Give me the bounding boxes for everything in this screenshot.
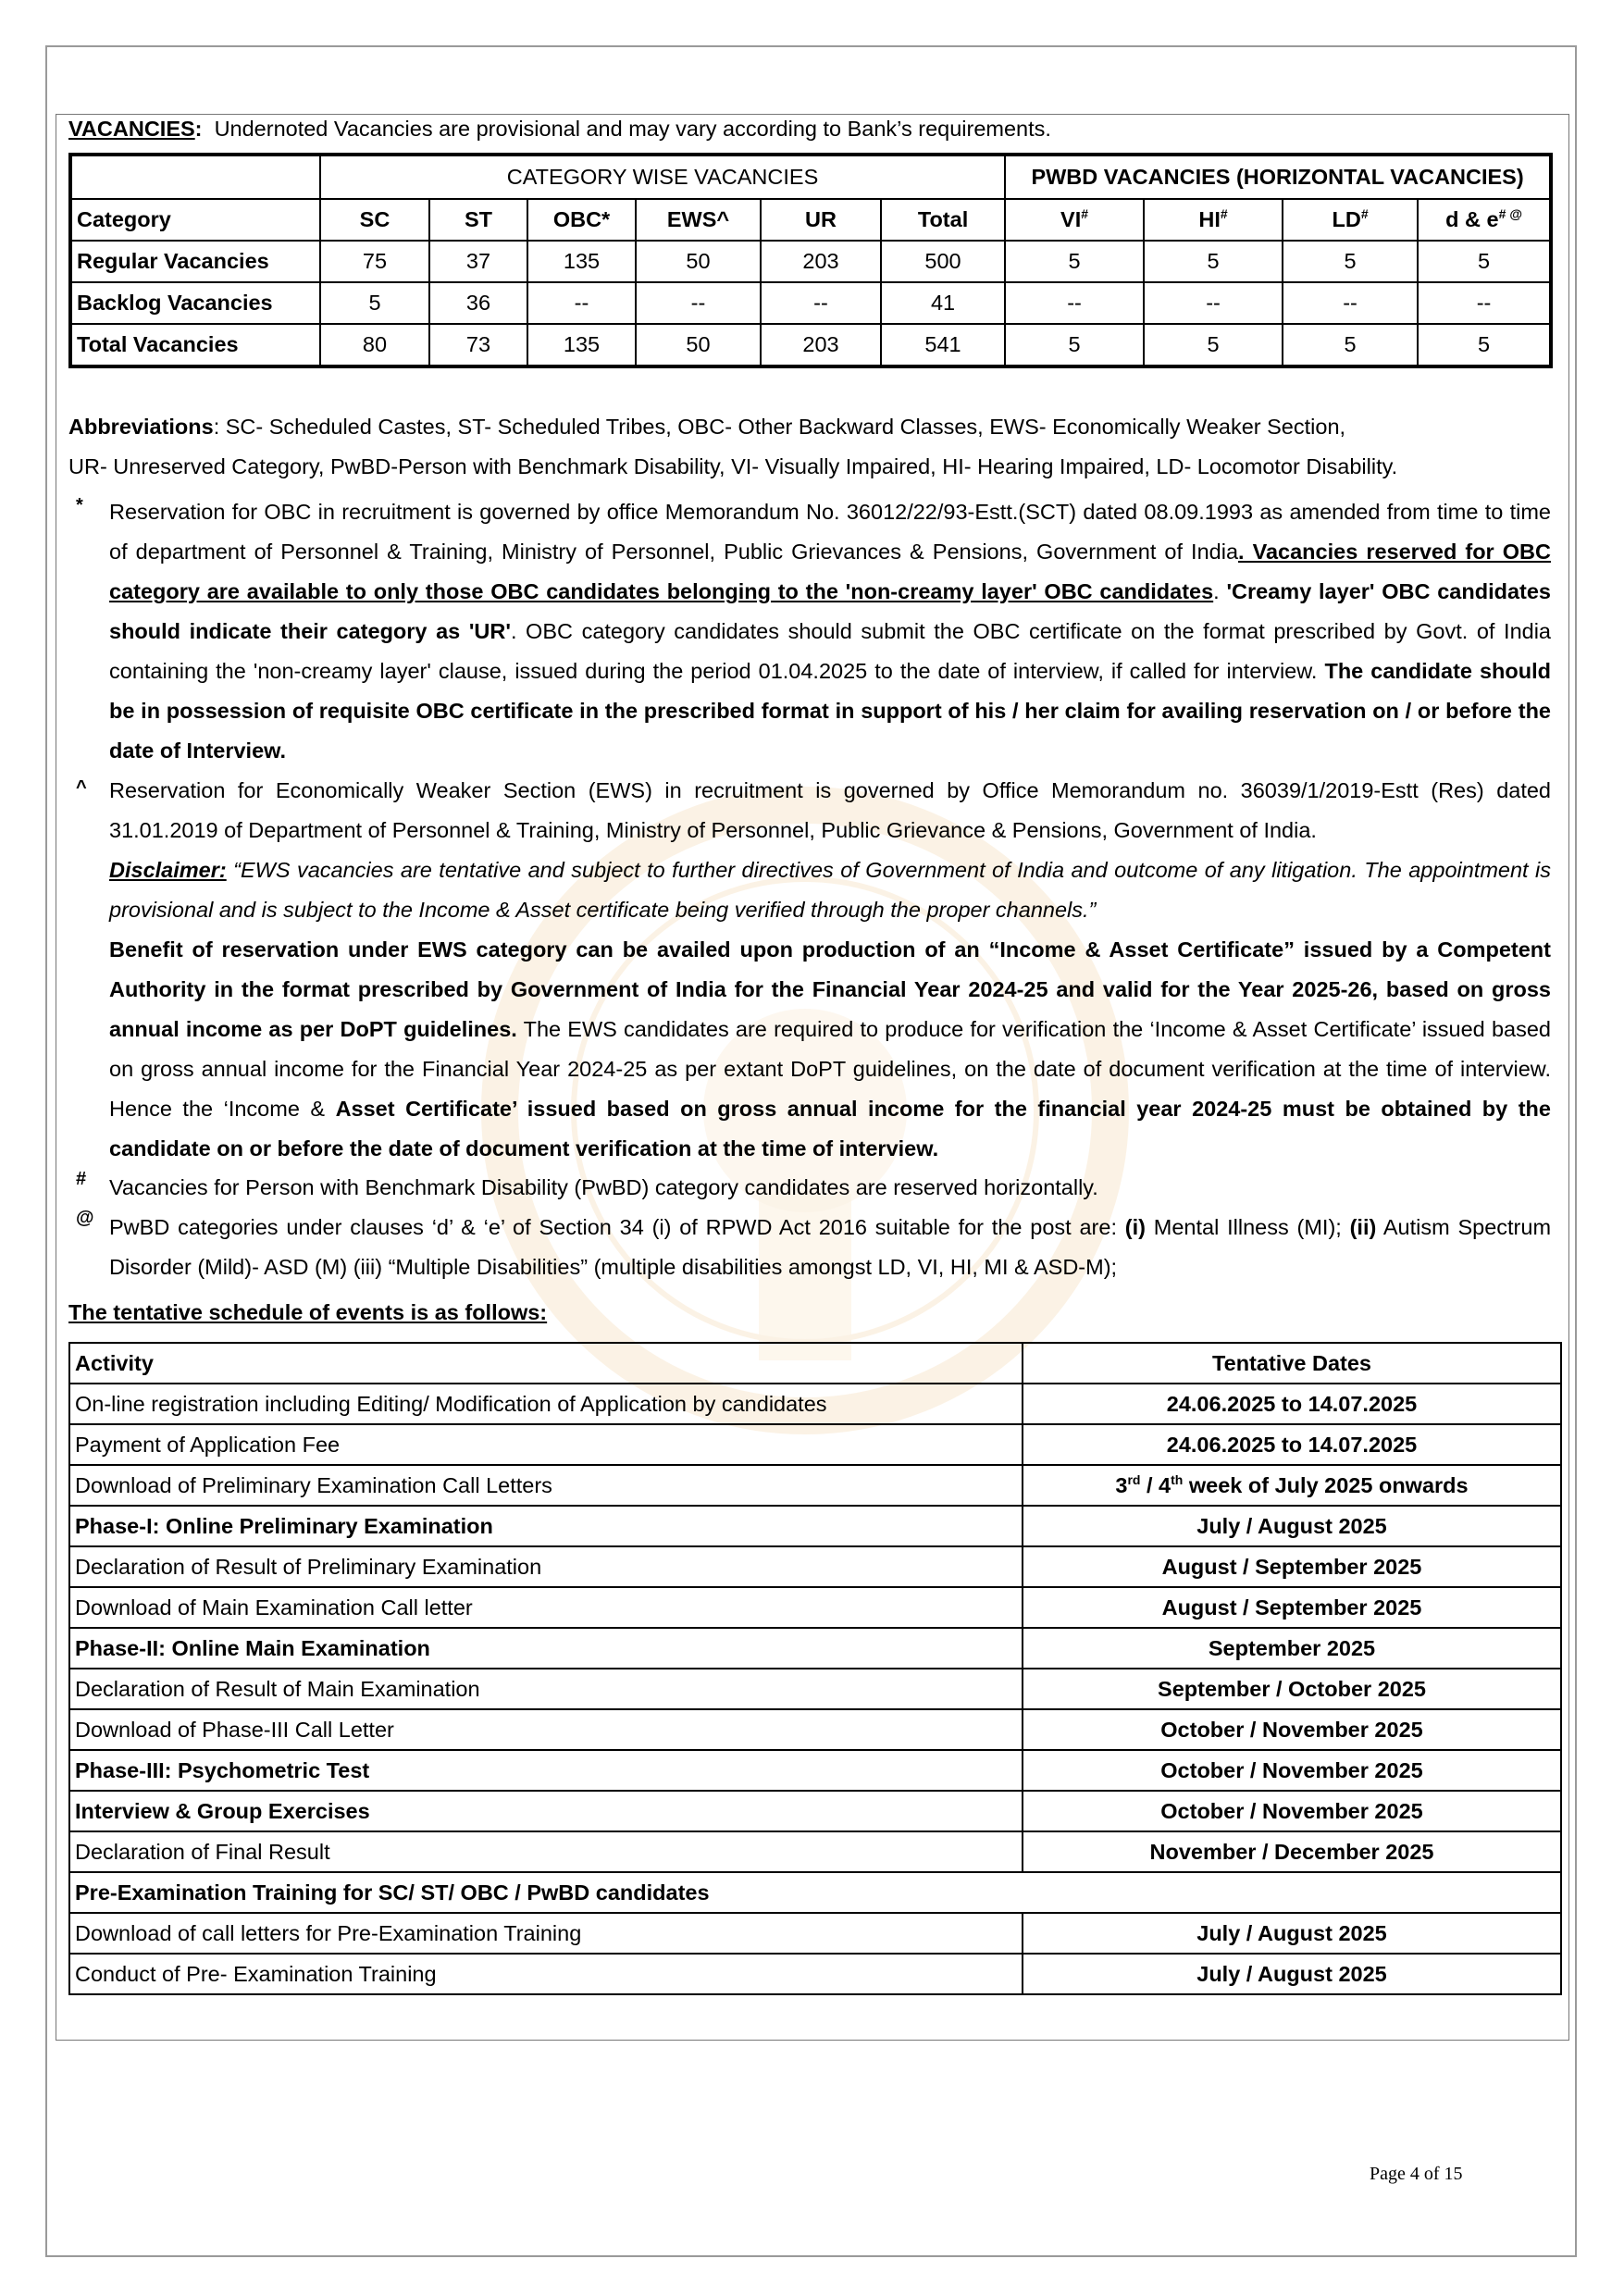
cell: 50 (636, 324, 761, 366)
date-cell: 3rd / 4th week of July 2025 onwards (1023, 1465, 1561, 1506)
cell: 135 (527, 324, 636, 366)
table-row (69, 1546, 1561, 1587)
date-cell: July / August 2025 (1023, 1506, 1561, 1546)
de-note (109, 1208, 1551, 1287)
col-ur: UR (761, 199, 881, 241)
de-note-text-2: Mental Illness (MI); (1145, 1215, 1350, 1239)
col-total: Total (881, 199, 1005, 241)
table-row (69, 1831, 1561, 1872)
obc-note-creamy: 'Creamy layer' OBC candidates should indicate their category as 'UR' (109, 579, 1551, 643)
cell: -- (761, 282, 881, 324)
vacancies-intro-text: Undernoted Vacancies are provisional and may vary according to Bank’s requirements. (214, 117, 1051, 141)
table-row (69, 1913, 1561, 1954)
cell: 5 (1418, 324, 1551, 366)
abbreviations-line1: : SC- Scheduled Castes, ST- Scheduled Tribes, OBC- Other Backward Classes, EWS- Economically Weaker Section, (213, 415, 1346, 439)
activity-cell: Phase-III: Psychometric Test (69, 1750, 1023, 1791)
cell: 135 (527, 241, 636, 282)
cell: -- (636, 282, 761, 324)
schedule-table (68, 1342, 1562, 1995)
date-cell: September / October 2025 (1023, 1669, 1561, 1709)
cell: -- (527, 282, 636, 324)
col-activity: Activity (69, 1343, 1023, 1384)
ews-verification-text: The EWS candidates are required to produce for verification the ‘Income & Asset Certificate’ issued based on gross annual income for the Financial Year 2024-25 as per extant DoPT guidelines, on the date of document verification at the time of interview. Hence the ‘Income & (109, 1017, 1551, 1121)
cell: 80 (320, 324, 429, 366)
cell: 75 (320, 241, 429, 282)
activity-cell: Phase-II: Online Main Examination (69, 1628, 1023, 1669)
table-row (69, 1872, 1561, 1913)
activity-cell: Download of call letters for Pre-Examination Training (69, 1913, 1023, 1954)
col-hi: HI# (1144, 199, 1283, 241)
cell: 5 (1005, 241, 1144, 282)
ews-certificate-text: Asset Certificate’ issued based on gross annual income for the financial year 2024-25 must be obtained by the candidate on or before the date of document verification at the time of interview. (109, 1097, 1551, 1160)
col-dates: Tentative Dates (1023, 1343, 1561, 1384)
date-cell: 24.06.2025 to 14.07.2025 (1023, 1424, 1561, 1465)
vacancies-heading: VACANCIES (68, 117, 195, 141)
cell: 5 (1283, 324, 1418, 366)
cell: -- (1283, 282, 1418, 324)
col-ews: EWS^ (636, 199, 761, 241)
table-row (69, 1791, 1561, 1831)
date-cell: November / December 2025 (1023, 1831, 1561, 1872)
activity-cell: Download of Phase-III Call Letter (69, 1709, 1023, 1750)
obc-note-text-1: Reservation for OBC in recruitment is governed by office Memorandum No. 36012/22/93-Estt.(SCT) dated 08.09.1993 as amended from time to time of department of Personnel & Training, Ministry of Personnel, Public Grievances & Pensions, Government of India (109, 500, 1551, 564)
activity-cell: Download of Preliminary Examination Call Letters (69, 1465, 1023, 1506)
table-row (69, 1954, 1561, 1994)
activity-cell: Declaration of Final Result (69, 1831, 1023, 1872)
table-row (69, 1628, 1561, 1669)
col-obc: OBC* (527, 199, 636, 241)
schedule-heading: The tentative schedule of events is as follows: (68, 1300, 548, 1324)
obc-note-possession: The candidate should be in possession of requisite OBC certificate in the prescribed format in support of his / her claim for availing reservation on / or before the date of Interview. (109, 659, 1551, 763)
activity-cell: Pre-Examination Training for SC/ ST/ OBC / PwBD candidates (69, 1872, 1561, 1913)
table-row (69, 1424, 1561, 1465)
date-cell: October / November 2025 (1023, 1750, 1561, 1791)
cell: 50 (636, 241, 761, 282)
activity-cell: On-line registration including Editing/ Modification of Application by candidates (69, 1384, 1023, 1424)
col-category: Category (70, 199, 320, 241)
cell: 5 (1283, 241, 1418, 282)
row-label: Backlog Vacancies (70, 282, 320, 324)
disclaimer-text: “EWS vacancies are tentative and subject to further directives of Government of India and outcome of any litigation. The appointment is provisional and is subject to the Income & Asset certificate being verified through the proper channels.” (109, 858, 1551, 922)
cell: 5 (1005, 324, 1144, 366)
cell: -- (1418, 282, 1551, 324)
date-cell: July / August 2025 (1023, 1954, 1561, 1994)
activity-cell: Declaration of Result of Preliminary Examination (69, 1546, 1023, 1587)
date-cell: August / September 2025 (1023, 1546, 1561, 1587)
date-cell: September 2025 (1023, 1628, 1561, 1669)
table-row (69, 1587, 1561, 1628)
col-ld: LD# (1283, 199, 1418, 241)
cell: 5 (1144, 324, 1283, 366)
schedule-header-row (69, 1343, 1561, 1384)
date-cell: July / August 2025 (1023, 1913, 1561, 1954)
abbreviations-label: Abbreviations (68, 415, 214, 439)
de-note-text-1: PwBD categories under clauses ‘d’ & ‘e’ of Section 34 (i) of RPWD Act 2016 suitable for the post are: (109, 1215, 1125, 1239)
cell: 541 (881, 324, 1005, 366)
disclaimer-label: Disclaimer: (109, 858, 227, 882)
table-row (70, 282, 1551, 324)
activity-cell: Conduct of Pre- Examination Training (69, 1954, 1023, 1994)
table-row (70, 241, 1551, 282)
cell: 500 (881, 241, 1005, 282)
table-row (69, 1384, 1561, 1424)
row-label: Total Vacancies (70, 324, 320, 366)
de-note-marker: @ (76, 1208, 94, 1228)
obc-note-text-2: . OBC category candidates should submit the OBC certificate on the format prescribed by Govt. of India containing the 'non-creamy layer' clause, issued during the period 01.04.2025 to the date of interview, if called for interview. (109, 619, 1551, 683)
table-row (70, 324, 1551, 366)
date-cell: October / November 2025 (1023, 1709, 1561, 1750)
obc-note-reserved: . Vacancies reserved for OBC category are available to only those OBC candidates belonging to the 'non-creamy layer' OBC candidates (109, 540, 1551, 603)
cell: -- (1144, 282, 1283, 324)
ews-note-text: Reservation for Economically Weaker Section (EWS) in recruitment is governed by Office Memorandum no. 36039/1/2019-Estt (Res) dated 31.01.2019 of Department of Personnel & Training, Ministry of Personnel, Public Grievance & Pensions, Government of India. (109, 778, 1551, 842)
table-row (69, 1465, 1561, 1506)
cell: -- (1005, 282, 1144, 324)
cell: 36 (429, 282, 527, 324)
de-note-i: (i) (1124, 1215, 1146, 1239)
cell: 5 (1144, 241, 1283, 282)
date-cell: August / September 2025 (1023, 1587, 1561, 1628)
pwbd-note-marker: # (76, 1169, 87, 1189)
category-wise-header: CATEGORY WISE VACANCIES (320, 155, 1005, 199)
pwbd-header: PWBD VACANCIES (HORIZONTAL VACANCIES) (1005, 155, 1551, 199)
date-cell: October / November 2025 (1023, 1791, 1561, 1831)
vacancy-table (68, 153, 1553, 368)
cell: 41 (881, 282, 1005, 324)
col-sc: SC (320, 199, 429, 241)
cell: 5 (320, 282, 429, 324)
obc-note (109, 492, 1551, 771)
obc-note-sep: . (1213, 579, 1227, 603)
obc-note-marker: * (76, 495, 83, 515)
activity-cell: Phase-I: Online Preliminary Examination (69, 1506, 1023, 1546)
ews-note (109, 771, 1551, 1169)
activity-cell: Declaration of Result of Main Examination (69, 1669, 1023, 1709)
cell: 203 (761, 324, 881, 366)
table-row (69, 1709, 1561, 1750)
table-row (69, 1750, 1561, 1791)
row-label: Regular Vacancies (70, 241, 320, 282)
vacancy-group-header-row (70, 155, 1551, 199)
activity-cell: Payment of Application Fee (69, 1424, 1023, 1465)
pwbd-note: Vacancies for Person with Benchmark Disability (PwBD) category candidates are reserved horizontally. (109, 1175, 1098, 1199)
col-de: d & e# @ (1418, 199, 1551, 241)
date-cell: 24.06.2025 to 14.07.2025 (1023, 1384, 1561, 1424)
cell: 5 (1418, 241, 1551, 282)
cell: 203 (761, 241, 881, 282)
abbreviations-line2: UR- Unreserved Category, PwBD-Person with Benchmark Disability, VI- Visually Impaired, HI- Hearing Impaired, LD- Locomotor Disability. (68, 454, 1398, 478)
page-number: Page 4 of 15 (1370, 2164, 1463, 2184)
de-note-ii: (ii) (1349, 1215, 1377, 1239)
table-row (69, 1669, 1561, 1709)
ews-benefit-text: Benefit of reservation under EWS category can be availed upon production of an “Income & Asset Certificate” issued by a Competent Authority in the format prescribed by Government of India for the Financial Year 2024-25 and valid for the Year 2025-26, based on gross annual income as per DoPT guidelines. (109, 937, 1551, 1041)
cell: 73 (429, 324, 527, 366)
de-note-text-3: Autism Spectrum Disorder (Mild)- ASD (M) (iii) “Multiple Disabilities” (multiple disabilities amongst LD, VI, HI, MI & ASD-M); (109, 1215, 1552, 1279)
ews-note-marker: ^ (76, 777, 87, 798)
cell: 37 (429, 241, 527, 282)
activity-cell: Interview & Group Exercises (69, 1791, 1023, 1831)
abbreviations (68, 407, 1549, 487)
table-row (69, 1506, 1561, 1546)
vacancies-intro: VACANCIES: Undernoted Vacancies are provisional and may vary according to Bank’s requirements. (68, 117, 1051, 141)
activity-cell: Download of Main Examination Call letter (69, 1587, 1023, 1628)
col-st: ST (429, 199, 527, 241)
col-vi: VI# (1005, 199, 1144, 241)
vacancy-column-header-row (70, 199, 1551, 241)
